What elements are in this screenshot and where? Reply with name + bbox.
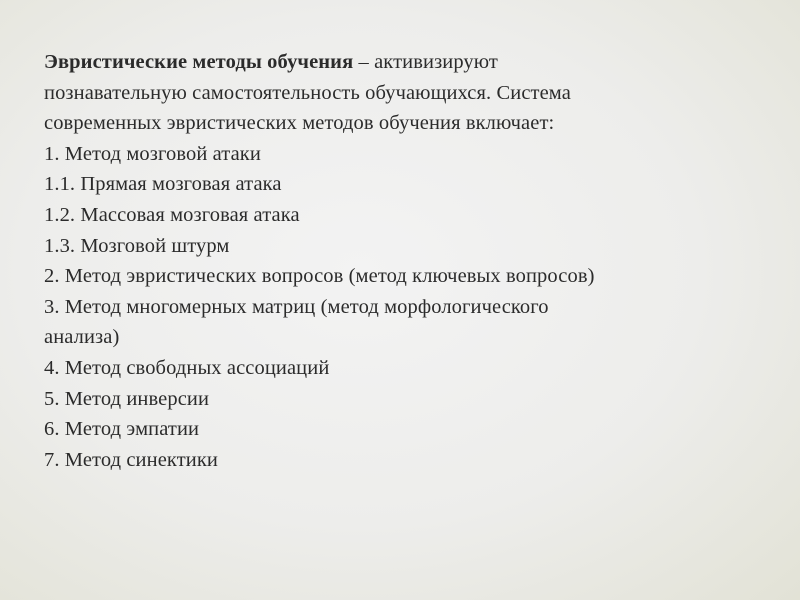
intro-continuation: – активизируют bbox=[353, 51, 498, 73]
intro-line-1 bbox=[44, 47, 764, 78]
list-item-1: 1. Метод мозговой атаки bbox=[44, 142, 261, 165]
list-item-4: 4. Метод свободных ассоциаций bbox=[44, 356, 330, 379]
list-item-1-1: 1.1. Прямая мозговая атака bbox=[44, 173, 282, 196]
list-item-5: 5. Метод инверсии bbox=[44, 387, 210, 410]
list-item-1-3: 1.3. Мозговой штурм bbox=[44, 234, 230, 257]
list-item-1-2: 1.2. Массовая мозговая атака bbox=[44, 203, 300, 226]
intro-line-2: познавательную самостоятельность обучающихся. Система bbox=[44, 81, 571, 104]
list-item-3: 3. Метод многомерных матриц (метод морфологического bbox=[44, 295, 549, 318]
intro-term: Эвристические методы обучения bbox=[44, 51, 354, 73]
list-item-3-continuation: анализа) bbox=[44, 326, 120, 349]
list-item-6: 6. Метод эмпатии bbox=[44, 418, 200, 441]
list-item-7: 7. Метод синектики bbox=[44, 448, 218, 471]
slide-text-block bbox=[44, 47, 764, 475]
list-item-2: 2. Метод эвристических вопросов (метод ключевых вопросов) bbox=[44, 265, 595, 288]
intro-line-3: современных эвристических методов обучения включает: bbox=[44, 112, 555, 135]
